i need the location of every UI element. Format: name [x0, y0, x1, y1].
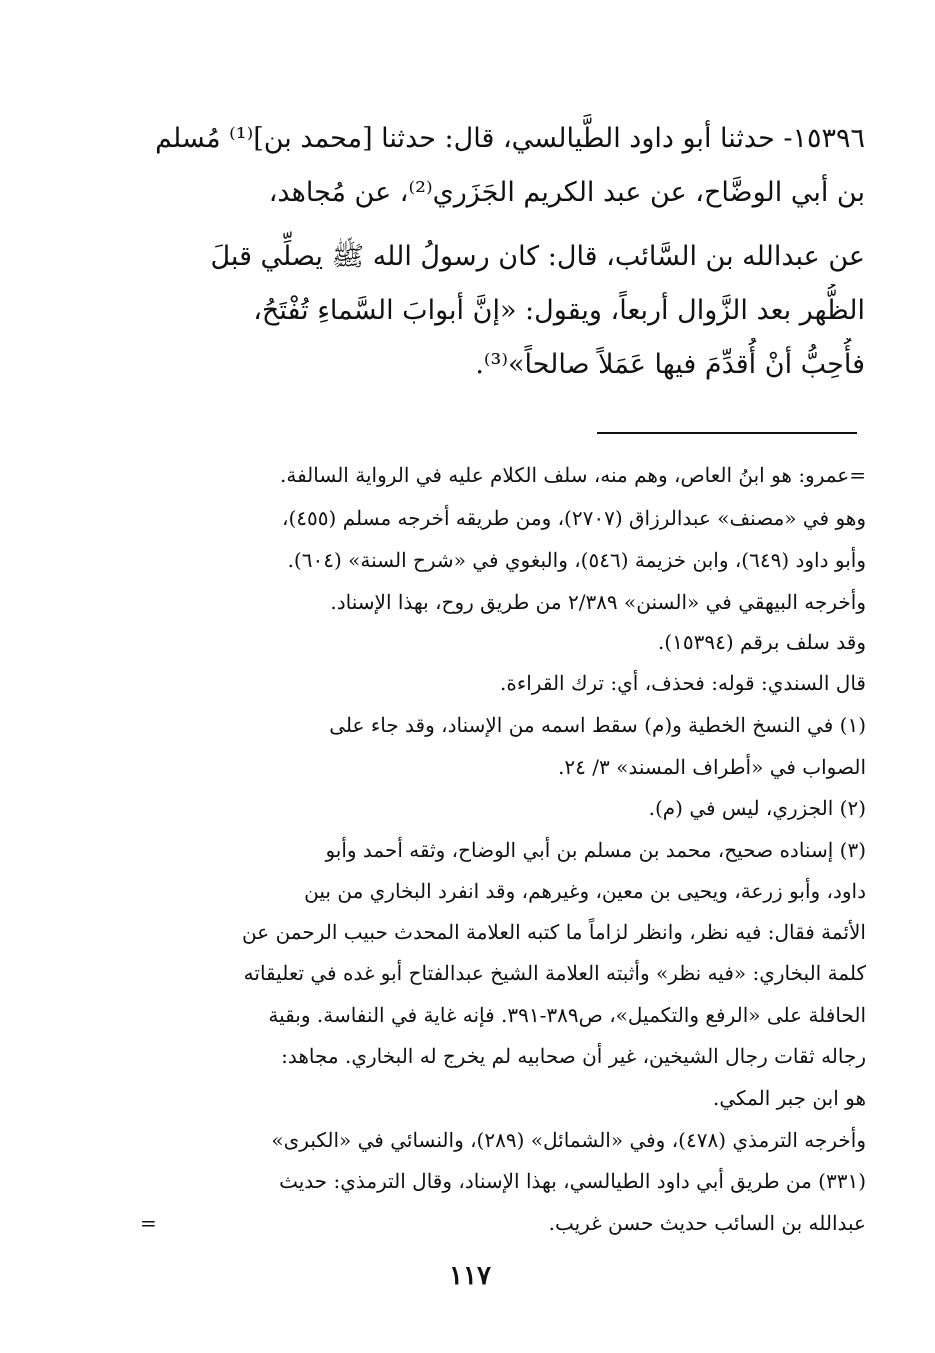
footnote-line-10: (٣) إسناده صحيح، محمد بن مسلم بن أبي الوضاح، وثقه أحمد وأبو [325, 838, 866, 862]
continuation-mark: = [140, 1211, 157, 1235]
footnote-line-8: الصواب في «أطراف المسند» ٣/ ٢٤. [558, 755, 866, 779]
hadith-line-4: الظُّهر بعد الزَّوال أربعاً، ويقول: «إنَّ أبوابَ السَّماءِ تُفْتَحُ، [253, 295, 865, 326]
footnote-line-4: وأخرجه البيهقي في «السنن» ٢/٣٨٩ من طريق روح، بهذا الإسناد. [330, 590, 866, 614]
footnote-line-12: الأئمة فقال: فيه نظر، وانظر لزاماً ما كتبه العلامة المحدث حبيب الرحمن عن [242, 920, 866, 944]
footnote-line-11: داود، وأبو زرعة، ويحيى بن معين، وغيرهم، وقد انفرد البخاري من بين [304, 879, 866, 903]
footnote-line-18: (٣٣١) من طريق أبي داود الطيالسي، بهذا الإسناد، وقال الترمذي: حديث [279, 1169, 866, 1193]
footnote-line-5: وقد سلف برقم (١٥٣٩٤). [657, 630, 866, 654]
footnote-line-19: عبدالله بن السائب حديث حسن غريب. [548, 1211, 866, 1235]
hadith-text-continued [150, 230, 865, 392]
hadith-text [150, 112, 865, 220]
hadith-line-3: عن عبدالله بن السَّائب، قال: كان رسولُ الله ﷺ يصلِّي قبلَ [210, 241, 865, 272]
footnote-line-16: هو ابن جبر المكي. [712, 1086, 866, 1110]
footnote-line-2: وهو في «مصنف» عبدالرزاق (٢٧٠٧)، ومن طريقه أخرجه مسلم (٤٥٥)، [282, 506, 866, 530]
footnote-line-15: رجاله ثقات رجال الشيخين، غير أن صحابيه لم يخرج له البخاري. مجاهد: [281, 1044, 866, 1068]
hadith-line-5: فأُحِبُّ أنْ أُقدِّمَ فيها عَمَلاً صالحاً»⁽³⁾. [475, 349, 865, 380]
footnote-line-1: =عمرو: هو ابنُ العاص، وهم منه، سلف الكلام عليه في الرواية السالفة. [279, 463, 866, 487]
hadith-line-2: بن أبي الوضَّاح، عن عبد الكريم الجَزَري⁽²⁾، عن مُجاهد، [268, 177, 865, 208]
footnote-separator [597, 432, 857, 434]
footnote-line-3: وأبو داود (٦٤٩)، وابن خزيمة (٥٤٦)، والبغوي في «شرح السنة» (٦٠٤). [287, 548, 866, 572]
footnote-line-9: (٢) الجزري، ليس في (م). [648, 796, 866, 820]
footnote-line-17: وأخرجه الترمذي (٤٧٨)، وفي «الشمائل» (٢٨٩)، والنسائي في «الكبرى» [271, 1128, 866, 1152]
footnote-line-13: كلمة البخاري: «فيه نظر» وأثبته العلامة الشيخ عبدالفتاح أبو غده في تعليقاته [243, 961, 866, 985]
footnote-line-7: (١) في النسخ الخطية و(م) سقط اسمه من الإسناد، وقد جاء على [329, 713, 866, 737]
footnote-line-6: قال السندي: قوله: فحذف، أي: ترك القراءة. [500, 671, 866, 695]
page-number: ١١٧ [449, 1261, 491, 1291]
footnote-line-14: الحافلة على «الرفع والتكميل»، ص٣٨٩-٣٩١. فإنه غاية في النفاسة. وبقية [268, 1003, 866, 1027]
hadith-line-1: ١٥٣٩٦- حدثنا أبو داود الطَّيالسي، قال: حدثنا [محمد بن]⁽¹⁾ مُسلم [155, 123, 865, 154]
